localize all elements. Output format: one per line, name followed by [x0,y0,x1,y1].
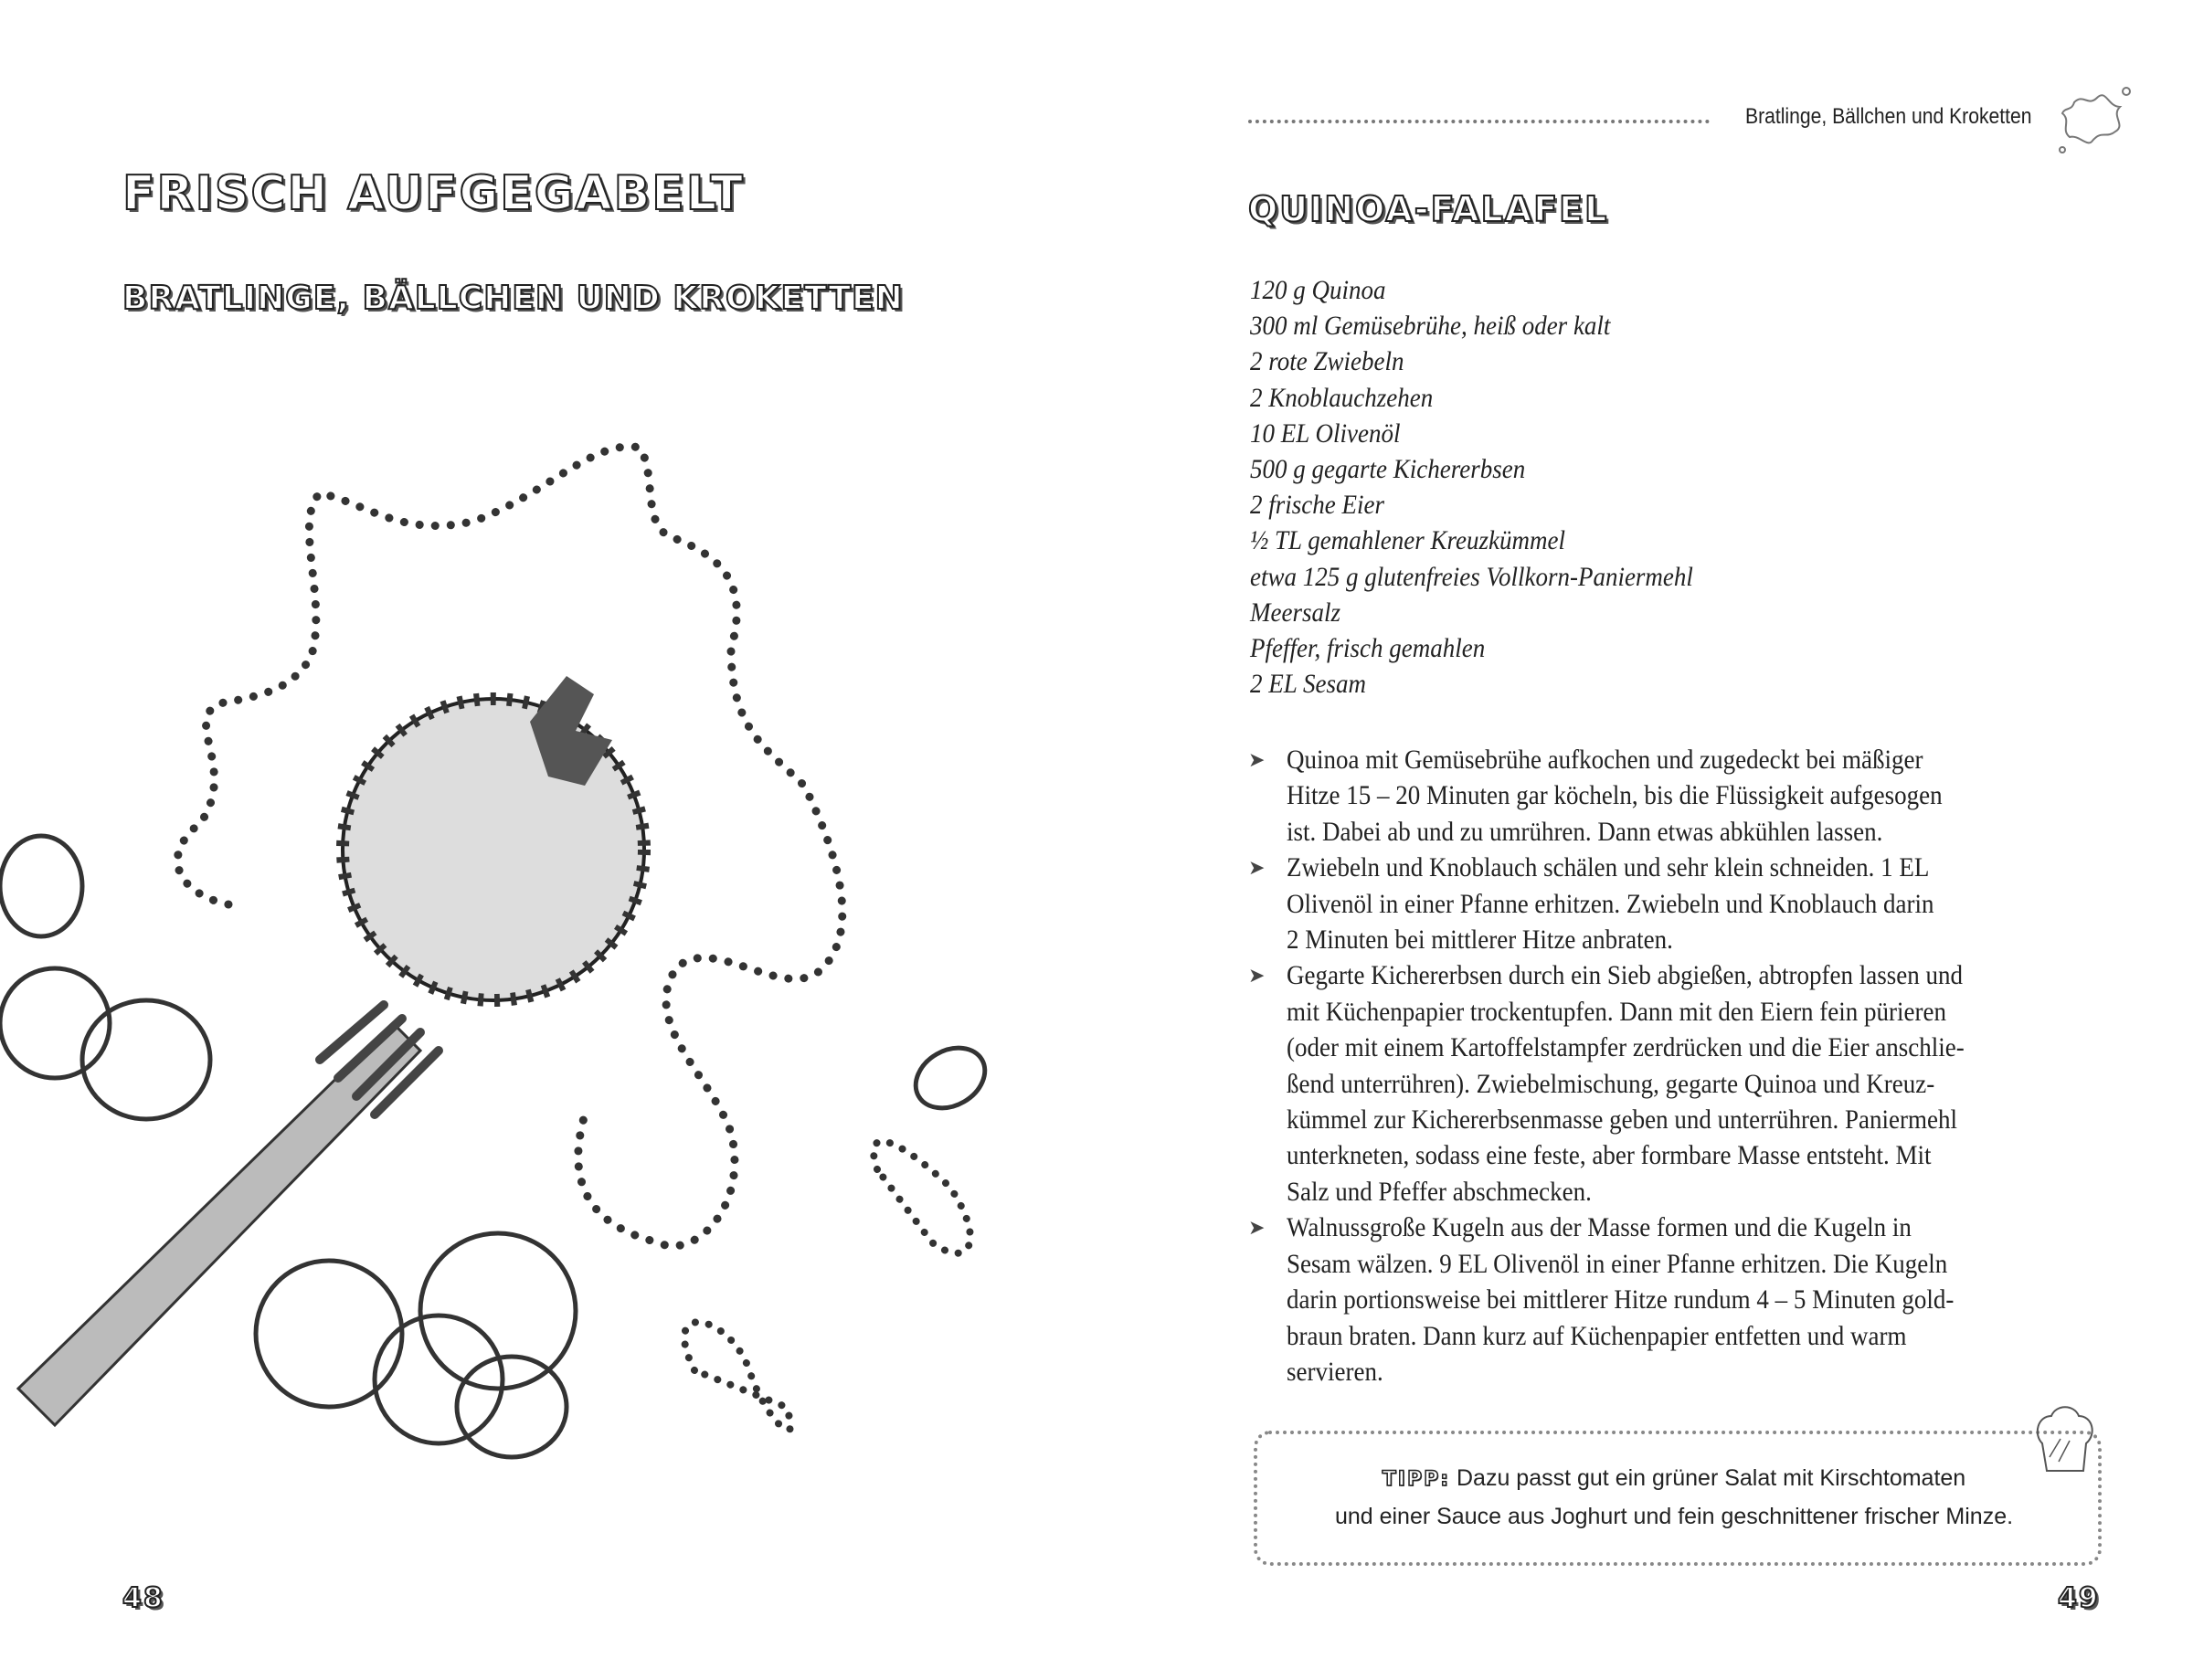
arrowhead-icon: ➤ [1248,748,1266,771]
ingredient: 2 frische Eier [1250,490,1384,521]
chapter-title: FRISCH AUFGEGABELT [122,166,745,221]
tip-line-2: und einer Sauce aus Joghurt und fein geschnittener frischer Minze. [1334,1504,2014,1529]
ingredient: 500 g gegarte Kichererbsen [1250,454,1526,485]
falafel-fork-illustration [0,420,1096,1471]
ingredient: etwa 125 g glutenfreies Vollkorn-Paniermehl [1250,561,1693,592]
instruction-line: Walnussgroße Kugeln aus der Masse formen und die Kugeln in [1287,1212,1912,1243]
instruction-step [1248,742,2039,850]
instruction-line: Olivenöl in einer Pfanne erhitzen. Zwiebeln und Knoblauch darin [1287,888,1934,919]
ingredient: 10 EL Olivenöl [1250,417,1401,449]
tip-text [1254,1460,2094,1535]
tip-line-1: Dazu passt gut ein grüner Salat mit Kirschtomaten [1456,1465,1966,1491]
ingredient: 2 EL Sesam [1250,669,1367,700]
chapter-subtitle: BRATLINGE, BÄLLCHEN UND KROKETTEN [122,280,904,317]
arrowhead-icon: ➤ [1248,964,1266,988]
instruction-line: ist. Dabei ab und zu umrühren. Dann etwas abkühlen lassen. [1287,816,1883,847]
ingredient: Meersalz [1250,597,1340,628]
instruction-line: Sesam wälzen. 9 EL Olivenöl in einer Pfanne erhitzen. Die Kugeln [1287,1248,1948,1279]
ingredient: ½ TL gemahlener Kreuzkümmel [1250,525,1565,556]
instruction-step [1248,957,2039,1210]
instruction-line: mit Küchenpapier trockentupfen. Dann mit den Eiern fein pürieren [1287,996,1946,1027]
instruction-line: servieren. [1287,1356,1383,1387]
ingredient-list [1250,272,1743,702]
header-dotted-rule [1248,120,1710,123]
instruction-line: Gegarte Kichererbsen durch ein Sieb abgießen, abtropfen lassen und [1287,960,1963,991]
instruction-line: Salz und Pfeffer abschmecken. [1287,1176,1592,1207]
ingredient: 2 Knoblauchzehen [1250,382,1434,413]
ingredient: 120 g Quinoa [1250,275,1386,305]
running-header: Bratlinge, Bällchen und Kroketten [1745,104,2032,129]
ingredient: 2 rote Zwiebeln [1250,346,1404,377]
recipe-title: QUINOA-FALAFEL [1248,189,1609,229]
instruction-line: braun braten. Dann kurz auf Küchenpapier entfetten und warm [1287,1320,1907,1351]
arrowhead-icon: ➤ [1248,1216,1266,1240]
page-number-left: 48 [122,1582,164,1614]
instruction-line: kümmel zur Kichererbsenmasse geben und unterrühren. Paniermehl [1287,1104,1958,1136]
instruction-step [1248,850,2039,957]
instruction-line: (oder mit einem Kartoffelstampfer zerdrücken und die Eier anschlie- [1287,1032,1965,1063]
bead-loops [684,1141,970,1430]
instruction-list [1248,742,2039,1389]
instruction-line: unterkneten, sodass eine feste, aber formbare Masse entsteht. Mit [1287,1140,1932,1171]
instruction-line: Zwiebeln und Knoblauch schälen und sehr klein schneiden. 1 EL [1287,852,1930,883]
falafel-ball [343,676,644,1000]
instruction-line: ßend unterrühren). Zwiebelmischung, gegarte Quinoa und Kreuz- [1287,1068,1935,1099]
splat-icon [2051,84,2134,157]
page-number-right: 49 [2058,1582,2100,1614]
instruction-line: 2 Minuten bei mittlerer Hitze anbraten. [1287,925,1673,956]
chef-hat-icon [2033,1402,2097,1475]
instruction-line: Quinoa mit Gemüsebrühe aufkochen und zugedeckt bei mäßiger [1287,745,1923,775]
arrowhead-icon: ➤ [1248,856,1266,880]
ingredient: Pfeffer, frisch gemahlen [1250,633,1486,664]
ingredient: 300 ml Gemüsebrühe, heiß oder kalt [1250,311,1611,342]
instruction-step [1248,1210,2039,1389]
tip-label: TIPP: [1382,1468,1451,1491]
instruction-line: Hitze 15 – 20 Minuten gar köcheln, bis die Flüssigkeit aufgesogen [1287,780,1943,811]
instruction-line: darin portionsweise bei mittlerer Hitze rundum 4 – 5 Minuten gold- [1287,1284,1955,1315]
